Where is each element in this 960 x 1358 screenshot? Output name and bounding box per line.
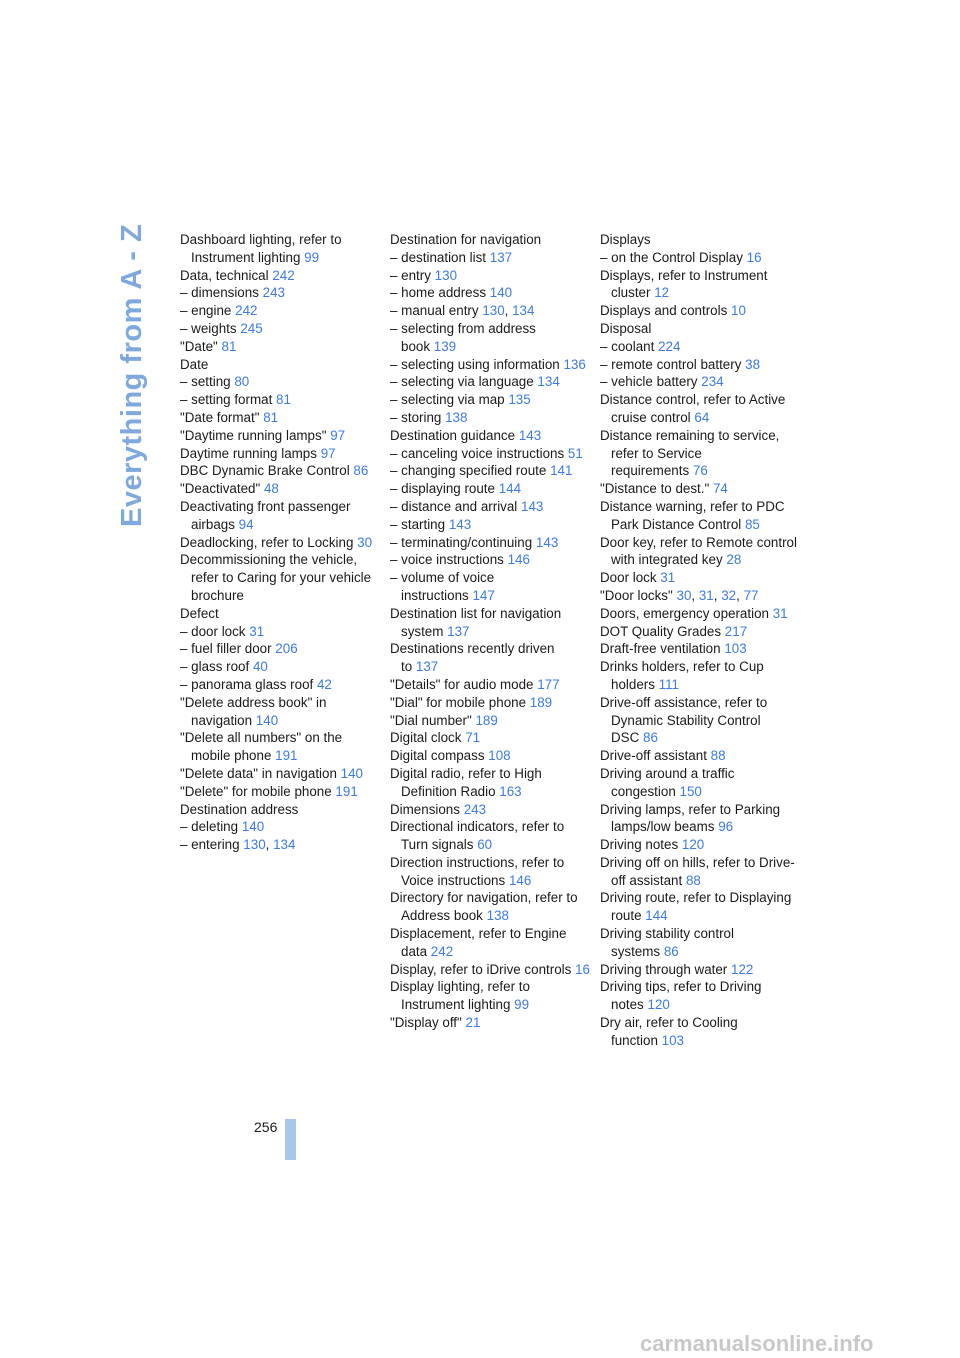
index-entry-text: Driving around a traffic congestion — [600, 765, 735, 799]
index-entry — [390, 391, 590, 409]
page-reference-link[interactable]: 108 — [488, 748, 511, 764]
index-entry-text: – weights — [180, 320, 237, 336]
page-reference-link[interactable]: 135 — [508, 392, 531, 408]
page-reference-link[interactable]: 144 — [498, 481, 522, 497]
index-entry — [600, 765, 800, 801]
page-reference-link[interactable]: 28 — [726, 552, 742, 568]
page-reference-link[interactable]: 191 — [275, 748, 298, 764]
index-entry-text: Deactivating front passenger airbags — [180, 498, 351, 532]
index-entry — [600, 1014, 800, 1050]
page-reference-link[interactable]: 31 — [698, 587, 714, 603]
index-entry — [600, 978, 800, 1014]
index-entry — [390, 569, 590, 605]
index-entry-text: "Date" — [180, 338, 218, 354]
index-entry — [390, 978, 590, 1014]
index-entry-text: Directional indicators, refer to Turn signals — [390, 819, 565, 853]
index-entry-text: Data, technical — [180, 267, 269, 283]
index-entry-text: "Distance to dest." — [600, 481, 710, 497]
index-entry — [180, 694, 380, 730]
page-reference-link[interactable]: 40 — [252, 659, 268, 675]
index-entry — [390, 605, 590, 641]
page-reference-link[interactable]: 122 — [731, 961, 754, 977]
index-entry-text: – home address — [390, 285, 487, 301]
page-reference-link[interactable]: 137 — [489, 249, 513, 265]
index-entry-text: Driving lamps, refer to Parking lamps/low beams — [600, 801, 781, 835]
page-reference-link[interactable]: 51 — [567, 445, 583, 461]
page-reference-link[interactable]: 146 — [507, 552, 530, 568]
index-entry — [180, 729, 380, 765]
index-entry-text: Drive-off assistant — [600, 748, 707, 764]
page-reference-link[interactable]: 81 — [276, 392, 291, 408]
page-reference-link[interactable]: 163 — [499, 783, 522, 799]
index-entry — [600, 302, 800, 320]
index-entry — [600, 267, 800, 303]
page-reference-link[interactable]: 143 — [535, 534, 559, 550]
page-reference-link[interactable]: 130 — [482, 303, 505, 319]
page-reference-link[interactable]: 146 — [508, 872, 532, 888]
index-entry-text: – setting — [180, 374, 231, 390]
page-reference-link[interactable]: 224 — [658, 338, 681, 354]
index-entry-text: – storing — [390, 409, 442, 425]
index-entry-text: – canceling voice instructions — [390, 445, 565, 461]
page-reference-link[interactable]: 30 — [676, 587, 692, 603]
index-entry — [390, 516, 590, 534]
index-entry-text: – terminating/continuing — [390, 534, 533, 550]
index-entry-text: – engine — [180, 303, 232, 319]
index-entry — [600, 801, 800, 837]
index-column-3 — [600, 231, 800, 1050]
page-reference-link[interactable]: 10 — [731, 303, 746, 319]
index-entry — [390, 445, 590, 463]
page-reference-link[interactable]: 86 — [353, 463, 369, 479]
page-reference-link[interactable]: 189 — [475, 712, 498, 728]
page-reference-link[interactable]: 140 — [489, 285, 513, 301]
index-entry — [390, 712, 590, 730]
index-entry-text: Drive-off assistance, refer to Dynamic Stability Control DSC — [600, 694, 768, 746]
page-reference-link[interactable]: 130 — [243, 837, 266, 853]
index-entry-text: – selecting via language — [390, 374, 534, 390]
page-reference-link[interactable]: 99 — [304, 249, 320, 265]
index-entry-text: Defect — [180, 605, 219, 621]
page-reference-link[interactable]: 86 — [643, 730, 658, 746]
index-entry — [180, 320, 380, 338]
index-entry-text: – voice instructions — [390, 552, 504, 568]
index-entry — [180, 676, 380, 694]
index-entry — [600, 498, 800, 534]
index-entry — [600, 925, 800, 961]
index-entry — [180, 356, 380, 374]
page-marker-bar — [285, 1119, 296, 1160]
index-entry — [390, 373, 590, 391]
page-reference-link[interactable]: 85 — [744, 516, 760, 532]
index-entry-text: Dashboard lighting, refer to Instrument lighting — [180, 232, 342, 265]
page-reference-link[interactable]: 143 — [518, 427, 542, 443]
index-entry — [180, 445, 380, 463]
page-reference-link[interactable]: 111 — [658, 676, 680, 692]
page-reference-link[interactable]: 242 — [272, 267, 295, 283]
index-entry-text: Door key, refer to Remote control with integrated key — [600, 534, 797, 568]
page-reference-link[interactable]: 12 — [654, 285, 670, 301]
index-entry — [600, 658, 800, 694]
index-entry — [390, 694, 590, 712]
index-entry — [390, 409, 590, 427]
page-reference-link[interactable]: 86 — [663, 943, 679, 959]
index-entry-text: – selecting from address book — [390, 320, 536, 354]
index-entry — [180, 480, 380, 498]
index-entry — [390, 889, 590, 925]
index-entry-text: – destination list — [390, 249, 487, 265]
index-entry — [180, 427, 380, 445]
page-reference-link[interactable]: 97 — [320, 445, 336, 461]
index-entry-text: Destination address — [180, 801, 299, 817]
index-entry — [390, 498, 590, 516]
index-entry-text: Distance control, refer to Active cruise control — [600, 392, 786, 425]
index-entry — [600, 391, 800, 427]
page-reference-link[interactable]: 245 — [240, 320, 263, 336]
index-entry-text: "Date format" — [180, 409, 260, 425]
index-entry — [600, 480, 800, 498]
index-entry-text: – dimensions — [180, 285, 259, 301]
index-entry-text: Driving tips, refer to Driving notes — [600, 979, 762, 1013]
index-entry-text: Destination for navigation — [390, 232, 542, 247]
page-reference-link[interactable]: 88 — [710, 748, 726, 764]
page-reference-link[interactable]: 32 — [721, 587, 737, 603]
index-entry-text: – entering — [180, 837, 240, 853]
index-entry-text: Driving stability control systems — [600, 926, 734, 959]
index-entry — [600, 694, 800, 747]
page-reference-link[interactable]: 48 — [263, 481, 279, 497]
index-entry — [390, 925, 590, 961]
page-reference-link[interactable]: 76 — [692, 463, 708, 479]
index-entry — [390, 801, 590, 819]
index-entry-text: "Details" for audio mode — [390, 676, 534, 692]
index-entry-text: "Delete address book" in navigation — [180, 694, 327, 728]
page-reference-link[interactable]: 134 — [537, 374, 560, 390]
page-reference-link[interactable]: 140 — [340, 765, 363, 781]
index-entry — [390, 729, 590, 747]
page-reference-link[interactable]: 120 — [647, 997, 670, 1013]
page-reference-link[interactable]: 137 — [447, 623, 470, 639]
index-entry — [390, 747, 590, 765]
page-reference-link[interactable]: 130 — [434, 267, 458, 283]
index-entry — [180, 551, 380, 604]
page-number: 256 — [254, 1119, 278, 1135]
index-entry — [390, 551, 590, 569]
index-entry-text: Digital clock — [390, 730, 462, 746]
index-entry — [390, 480, 590, 498]
page-reference-link[interactable]: 64 — [694, 409, 710, 425]
index-entry-text: "Delete" for mobile phone — [180, 783, 332, 799]
index-entry-text: Displays and controls — [600, 303, 728, 319]
index-entry-text: – panorama glass roof — [180, 676, 314, 692]
index-entry — [390, 427, 590, 445]
index-entry-text: – remote control battery — [600, 356, 742, 372]
page-reference-link[interactable]: 177 — [537, 676, 560, 692]
page-reference-link[interactable]: 38 — [745, 356, 761, 372]
index-entry — [180, 267, 380, 285]
index-entry-text: Doors, emergency operation — [600, 605, 769, 621]
index-entry-text: "Delete data" in navigation — [180, 765, 337, 781]
index-entry — [600, 356, 800, 374]
index-entry — [600, 889, 800, 925]
index-entry-text: – selecting using information — [390, 356, 560, 372]
index-entry-text: "Door locks" — [600, 587, 673, 603]
page-reference-link[interactable]: 137 — [415, 659, 439, 675]
index-entry-text: Driving notes — [600, 837, 679, 853]
index-entry-text: Driving route, refer to Displaying route — [600, 890, 792, 924]
page-reference-link[interactable]: 243 — [262, 285, 285, 301]
index-entry — [600, 747, 800, 765]
page-reference-link[interactable]: 141 — [550, 463, 573, 479]
index-entry-text: Destinations recently driven to — [390, 641, 555, 675]
page-reference-link[interactable]: 242 — [235, 303, 258, 319]
index-entry — [180, 623, 380, 641]
page-reference-link[interactable]: 138 — [445, 409, 468, 425]
page-reference-link[interactable]: 42 — [316, 676, 332, 692]
index-entry-text: Destination list for navigation system — [390, 605, 562, 639]
index-entry — [180, 818, 380, 836]
index-entry-text: – on the Control Display — [600, 249, 743, 265]
index-entry — [390, 462, 590, 480]
index-entry-text: – glass roof — [180, 659, 250, 675]
index-entry — [180, 640, 380, 658]
index-entry — [390, 1014, 590, 1032]
index-entry-text: Direction instructions, refer to Voice instructions — [390, 854, 565, 888]
page-reference-link[interactable]: 80 — [234, 374, 250, 390]
index-entry-text: – deleting — [180, 819, 239, 835]
index-entry — [180, 391, 380, 409]
index-entry-text: Draft-free ventilation — [600, 641, 721, 657]
index-entry: "Door locks" 30, 31, 32, 77 — [600, 587, 759, 603]
index-entry — [600, 854, 800, 890]
page-reference-link[interactable]: 16 — [575, 961, 590, 977]
index-entry-text: DBC Dynamic Brake Control — [180, 463, 350, 479]
index-entry — [390, 284, 590, 302]
index-entry-text: "Deactivated" — [180, 481, 261, 497]
index-entry — [390, 249, 590, 267]
index-entry — [600, 836, 800, 854]
page-reference-link[interactable]: 143 — [521, 498, 544, 514]
index-entry-text: Driving off on hills, refer to Drive-off assistant — [600, 854, 795, 888]
page-reference-link[interactable]: 81 — [263, 409, 279, 425]
index-entry — [390, 818, 590, 854]
index-entry-text: – vehicle battery — [600, 374, 698, 390]
index-entry — [180, 783, 380, 801]
index-entry-text: Deadlocking, refer to Locking — [180, 534, 354, 550]
index-entry: – entering 130, 134 — [180, 837, 296, 853]
page-reference-link[interactable]: 97 — [330, 427, 346, 443]
page-reference-link[interactable]: 234 — [701, 374, 724, 390]
index-entry-text: Displacement, refer to Engine data — [390, 926, 567, 959]
page-reference-link[interactable]: 242 — [430, 943, 454, 959]
index-entry-text: "Dial" for mobile phone — [390, 694, 527, 710]
page-reference-link[interactable]: 71 — [465, 730, 481, 746]
index-entry — [600, 961, 800, 979]
index-entry-text: Date — [180, 356, 209, 372]
index-entry-text: "Daytime running lamps" — [180, 427, 327, 443]
index-column-1 — [180, 231, 380, 854]
index-entry — [600, 623, 800, 641]
index-entry-text: – displaying route — [390, 481, 495, 497]
page-reference-link[interactable]: 74 — [712, 481, 728, 497]
index-entry-text: "Dial number" — [390, 712, 472, 728]
index-column-2 — [390, 231, 590, 1032]
index-entry — [600, 373, 800, 391]
index-entry-text: Digital radio, refer to High Definition Radio — [390, 765, 542, 799]
index-entry-text: Drinks holders, refer to Cup holders — [600, 659, 764, 692]
index-entry — [600, 640, 800, 658]
index-entry-text: Daytime running lamps — [180, 445, 317, 461]
page-reference-link[interactable]: 136 — [563, 356, 586, 372]
page-reference-link[interactable]: 88 — [685, 872, 701, 888]
index-entry-text: "Display off" — [390, 1015, 462, 1031]
page-reference-link[interactable]: 103 — [724, 641, 747, 657]
index-entry-text: Digital compass — [390, 748, 485, 764]
page-reference-link[interactable]: 31 — [660, 570, 676, 586]
index-entry: – manual entry 130, 134 — [390, 303, 535, 319]
page-reference-link[interactable]: 138 — [486, 908, 509, 924]
page-reference-link[interactable]: 139 — [433, 338, 457, 354]
page-reference-link[interactable]: 144 — [645, 908, 668, 924]
index-entry-text: Distance warning, refer to PDC Park Distance Control — [600, 498, 785, 532]
watermark: carmanualsonline.info — [640, 1331, 874, 1356]
page-reference-link[interactable]: 16 — [746, 249, 762, 265]
page-reference-link[interactable]: 30 — [357, 534, 373, 550]
index-entry-text: Destination guidance — [390, 427, 516, 443]
index-entry — [390, 320, 590, 356]
page-reference-link[interactable]: 31 — [772, 605, 788, 621]
index-entry — [390, 267, 590, 285]
index-entry-text: Decommissioning the vehicle, refer to Caring for your vehicle brochure — [180, 552, 372, 603]
index-entry — [390, 765, 590, 801]
index-entry — [180, 302, 380, 320]
index-entry — [180, 801, 380, 819]
index-entry — [600, 338, 800, 356]
index-entry-text: – door lock — [180, 623, 246, 639]
page-reference-link[interactable]: 94 — [238, 516, 254, 532]
page-reference-link[interactable]: 206 — [275, 641, 298, 657]
page-reference-link[interactable]: 99 — [514, 997, 530, 1013]
index-entry-text: – starting — [390, 516, 446, 532]
index-entry — [600, 605, 800, 623]
index-entry — [600, 231, 800, 249]
index-entry-text: – selecting via map — [390, 392, 505, 408]
page-reference-link[interactable]: 134 — [273, 837, 296, 853]
index-entry — [600, 249, 800, 267]
index-entry — [600, 534, 800, 570]
index-entry — [390, 534, 590, 552]
index-entry-text: "Delete all numbers" on the mobile phone — [180, 730, 343, 764]
index-entry-text: – entry — [390, 267, 431, 283]
page-reference-link[interactable]: 191 — [335, 783, 358, 799]
index-entry — [180, 765, 380, 783]
page-reference-link[interactable]: 143 — [448, 516, 472, 532]
index-entry-text: Displays, refer to Instrument cluster — [600, 267, 768, 301]
index-entry — [180, 534, 380, 552]
index-entry — [600, 569, 800, 587]
page-reference-link[interactable]: 60 — [477, 837, 493, 853]
index-entry — [180, 498, 380, 534]
index-entry-text: – coolant — [600, 338, 655, 354]
index-entry — [180, 231, 380, 267]
index-entry-text: Dry air, refer to Cooling function — [600, 1015, 738, 1048]
index-entry-text: – fuel filler door — [180, 641, 272, 657]
index-entry — [180, 605, 380, 623]
index-entry-text: – setting format — [180, 392, 273, 408]
index-entry — [180, 373, 380, 391]
index-entry-text: Dimensions — [390, 801, 460, 817]
index-entry-text: Driving through water — [600, 961, 728, 977]
index-entry — [600, 320, 800, 338]
page-reference-link[interactable]: 147 — [472, 587, 495, 603]
index-entry-text: – changing specified route — [390, 463, 547, 479]
page-reference-link[interactable]: 134 — [512, 303, 535, 319]
index-entry — [180, 284, 380, 302]
page-reference-link[interactable]: 217 — [724, 623, 748, 639]
page-reference-link[interactable]: 189 — [529, 694, 553, 710]
index-entry-text: Display, refer to iDrive controls — [390, 961, 572, 977]
index-entry — [390, 854, 590, 890]
index-entry-text: – volume of voice instructions — [390, 570, 495, 603]
index-entry — [390, 231, 590, 249]
index-entry-text: Directory for navigation, refer to Address book — [390, 890, 578, 924]
index-entry — [390, 356, 590, 374]
index-entry-text: Displays — [600, 232, 651, 247]
index-entry — [390, 961, 590, 979]
index-entry-text: – manual entry — [390, 303, 479, 319]
page-reference-link[interactable]: 21 — [465, 1015, 481, 1031]
index-entry-text: Display lighting, refer to Instrument lighting — [390, 979, 530, 1013]
index-entry — [180, 658, 380, 676]
page-reference-link[interactable]: 150 — [679, 783, 702, 799]
section-side-title: Everything from A - Z — [116, 223, 148, 527]
index-entry-text: Door lock — [600, 570, 657, 586]
page-reference-link[interactable]: 103 — [661, 1032, 684, 1048]
index-entry-text: DOT Quality Grades — [600, 623, 722, 639]
page-reference-link[interactable]: 140 — [241, 819, 265, 835]
index-entry-text: Distance remaining to service, refer to Service requirements — [600, 427, 780, 479]
page-reference-link[interactable]: 140 — [255, 712, 279, 728]
index-entry — [390, 640, 590, 676]
index-entry-text: Disposal — [600, 320, 652, 336]
page-reference-link[interactable]: 120 — [681, 837, 705, 853]
page-reference-link[interactable]: 243 — [463, 801, 487, 817]
page-reference-link[interactable]: 96 — [718, 819, 734, 835]
index-entry — [390, 676, 590, 694]
index-entry — [180, 409, 380, 427]
index-entry — [180, 462, 380, 480]
page-reference-link[interactable]: 31 — [249, 623, 265, 639]
index-entry — [600, 427, 800, 480]
page-reference-link[interactable]: 81 — [221, 338, 237, 354]
index-entry-text: – distance and arrival — [390, 498, 518, 514]
page-reference-link[interactable]: 77 — [743, 587, 759, 603]
index-entry — [180, 338, 380, 356]
